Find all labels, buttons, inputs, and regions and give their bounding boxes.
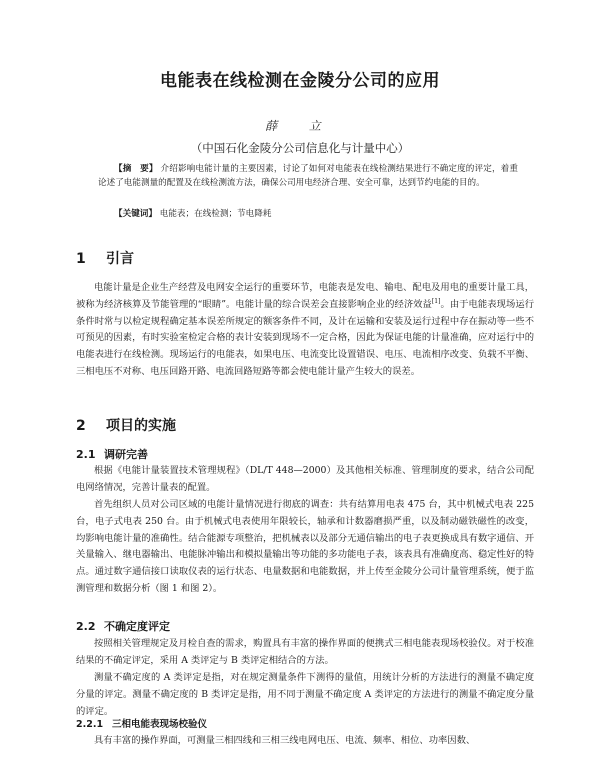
keywords-text: 电能表；在线检测；节电降耗 <box>159 209 272 219</box>
subsubsection-number: 2.2.1 <box>76 719 104 730</box>
section-number: 2 <box>76 418 86 434</box>
section-number: 1 <box>76 251 86 267</box>
paper-title: 电能表在线检测在金陵分公司的应用 <box>160 71 440 91</box>
section-title: 项目的实施 <box>106 418 176 434</box>
subsection-heading-2-1 <box>76 446 148 462</box>
subsection-heading-2-2 <box>76 618 170 634</box>
author-name: 薛 立 <box>265 119 335 133</box>
paragraph-2-1-b: 首先组织人员对公司区域的电能计量情况进行彻底的调查：共有结算用电表 475 台，其中机械式电表 225 台，电子式电表 250 台。由于机械式电表使用年限较长，轴承和计数器磨损严重，以及制动磁铁磁性的改变，均影响电能计量的准确性。结合能源专项整治，把机械表以及部分无通信输出的电子表更换成具有数字通信、开关量输入、继电器输出、电能脉冲输出和模拟量输出等功能的多功能电子表，该表具有准确度高、稳定性好的特点。通过数字通信接口读取仪表的运行状态、电量数据和电能数据，并上传至金陵分公司计量管理系统，便于监测管理和数据分析（图 1 和图 2）。 <box>76 499 534 594</box>
section-heading-2 <box>76 415 176 435</box>
paragraph-2-2-a: 按照相关管理规定及月检自查的需求，购置具有丰富的操作界面的便携式三相电能表现场校验仪。对于校准结果的不确定评定，采用 A 类评定与 B 类评定相结合的方法。 <box>76 638 534 666</box>
subsection-number: 2.2 <box>76 620 96 633</box>
reference-marker: [1] <box>431 297 441 305</box>
intro-text-cont: 。由于电能表现场运行条件时常与以检定规程确定基本误差所规定的额客条件不同，及计在运输和安装及运行过程中存在振动等一些不可预见的因素，有时实验室检定合格的表计安装到现场不一定合格，因此为保证电能的计量准确，应对运行中的电能表进行在线检测。现场运行的电能表，如果电压、电流变比设置错误、电压、电流相序改变、负载不平衡、三相电压不对称、电压回路开路、电流回路短路等都会使电能计量产生较大的误差。 <box>76 298 534 377</box>
abstract-label: 【摘 要】 <box>114 164 158 174</box>
subsection-number: 2.1 <box>76 448 96 461</box>
abstract-text: 介绍影响电能计量的主要因素，讨论了如何对电能表在线检测结果进行不确定度的评定，着重论述了电能测量的配置及在线检测流方法，确保公司用电经济合理、安全可靠，达到节约电能的目的。 <box>98 164 518 188</box>
keywords <box>114 208 514 221</box>
abstract <box>98 163 518 190</box>
intro-paragraph <box>76 280 534 381</box>
section-heading-1 <box>76 248 134 268</box>
subsubsection-title: 三相电能表现场校验仪 <box>112 719 208 730</box>
section-title: 引言 <box>106 251 134 267</box>
paragraph-2-2-b: 测量不确定度的 A 类评定是指，对在规定测量条件下测得的量值，用统计分析的方法进行的测量不确定度分量的评定。测量不确定度的 B 类评定是指，用不同于测量不确定度 A 类评定的方法进行的测量不确定度分量的评定。 <box>76 672 534 717</box>
paragraph-2-1-a: 根据《电能计量装置技术管理规程》（DL/T 448—2000）及其他相关标准、管理制度的要求，结合公司配电网络情况，完善计量表的配置。 <box>76 465 534 493</box>
subsection-title: 不确定度评定 <box>104 620 170 633</box>
subsubsection-heading-2-2-1 <box>76 716 207 730</box>
author-affiliation: （中国石化金陵分公司信息化与计量中心） <box>190 141 410 155</box>
subsection-title: 调研完善 <box>104 448 148 461</box>
intro-text: 电能计量是企业生产经营及电网安全运行的重要环节，电能表是发电、输电、配电及用电的重要计量工具，被称为经济核算及节能管理的“眼睛”。电能计量的综合误差会直接影响企业的经济效益 <box>76 282 534 310</box>
keywords-label: 【关键词】 <box>114 209 157 219</box>
paragraph-2-2-1: 具有丰富的操作界面，可测量三相四线和三相三线电网电压、电流、频率、相位、功率因数、 <box>94 735 476 746</box>
